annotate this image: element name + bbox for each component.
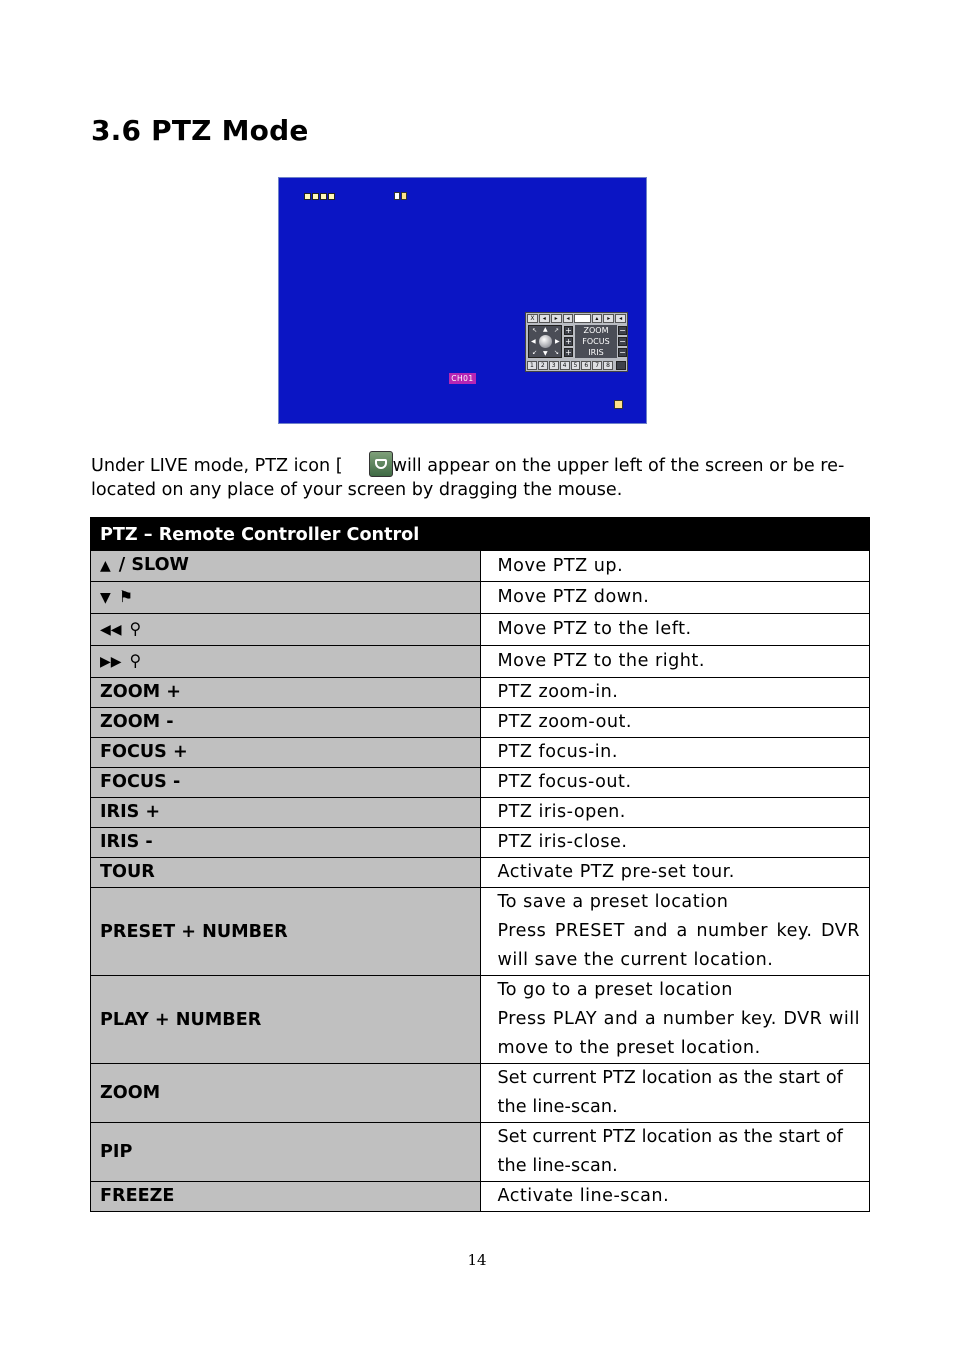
key-description: Activate line-scan. (480, 1182, 870, 1212)
table-row (91, 858, 870, 888)
key-label: IRIS - (91, 828, 481, 858)
key-label: FREEZE (91, 1182, 481, 1212)
table-row (91, 1064, 870, 1123)
key-label: PIP (91, 1123, 481, 1182)
focus-plus-button[interactable]: + (565, 337, 572, 346)
key-description: Move PTZ to the right. (480, 646, 870, 678)
ptz-close-button[interactable]: X (527, 314, 538, 323)
key-label: FOCUS + (91, 738, 481, 768)
arrow-down-left-icon[interactable]: ↙ (532, 349, 538, 356)
key-description (480, 888, 870, 976)
preset-number-button[interactable]: 2 (538, 361, 548, 370)
key-label: PRESET + NUMBER (91, 888, 481, 976)
description-line: Press PLAY and a number key. DVR will move to the preset location. (497, 1009, 860, 1058)
description-line: Press PRESET and a number key. DVR will save the current location. (497, 921, 860, 970)
iris-minus-button[interactable]: − (619, 348, 626, 357)
arrow-left-icon[interactable]: ◀ (531, 338, 536, 345)
key-description (480, 976, 870, 1064)
intro-paragraph (91, 451, 871, 502)
arrow-up-icon[interactable]: ▲ (543, 326, 548, 333)
key-label: ZOOM (91, 1064, 481, 1123)
table-row (91, 888, 870, 976)
key-description: PTZ focus-in. (480, 738, 870, 768)
fast-forward-icon: ▶▶ (100, 654, 122, 670)
key-description: PTZ iris-close. (480, 828, 870, 858)
preset-number-bar (527, 361, 613, 370)
page-number: 14 (467, 1251, 487, 1269)
table-row (91, 708, 870, 738)
key-description: Activate PTZ pre-set tour. (480, 858, 870, 888)
ptz-speed-field[interactable] (574, 314, 590, 323)
table-row (91, 1123, 870, 1182)
preset-number-button[interactable]: 4 (560, 361, 570, 370)
ptz-toolbar-button[interactable]: ◂ (563, 314, 574, 323)
key-label: FOCUS - (91, 768, 481, 798)
focus-label: FOCUS (582, 337, 610, 346)
table-row (91, 1182, 870, 1212)
ptz-toolbar-button[interactable]: ◂ (539, 314, 550, 323)
key-description: PTZ focus-out. (480, 768, 870, 798)
ptz-control-panel[interactable] (525, 312, 628, 372)
ptz-center-ball[interactable] (539, 335, 552, 348)
table-row (91, 768, 870, 798)
ptz-remote-control-table (90, 517, 870, 1212)
intro-text-before: Under LIVE mode, PTZ icon [ (91, 456, 343, 476)
table-row (91, 738, 870, 768)
key-label: PLAY + NUMBER (91, 976, 481, 1064)
arrow-down-icon[interactable]: ▼ (543, 350, 548, 357)
table-row (91, 646, 870, 678)
table-header: PTZ – Remote Controller Control (91, 518, 870, 551)
channel-label: CH01 (449, 373, 476, 384)
key-description: Set current PTZ location as the start of the line-scan. (480, 1064, 870, 1123)
key-label: IRIS + (91, 798, 481, 828)
key-description: PTZ zoom-out. (480, 708, 870, 738)
arrow-up-right-icon[interactable]: ↗ (554, 327, 560, 334)
zoom-minus-button[interactable]: − (619, 326, 626, 335)
key-label: ZOOM + (91, 678, 481, 708)
table-row (91, 678, 870, 708)
key-label: / SLOW (118, 555, 189, 575)
ptz-toolbar-button[interactable]: ▸ (551, 314, 562, 323)
ptz-toolbar-button[interactable]: ▴ (592, 314, 603, 323)
ptz-labels (575, 325, 617, 358)
section-title: 3.6 PTZ Mode (91, 114, 309, 147)
intro-text-after: will appear on the upper left of the screen or be re-located on any place of your screen by dragging the mouse. (91, 456, 845, 500)
audio-status-icon (394, 192, 407, 200)
table-row (91, 798, 870, 828)
arrow-right-icon[interactable]: ▶ (555, 338, 560, 345)
table-row (91, 614, 870, 646)
pin-icon: ⚲ (129, 651, 142, 670)
description-line: To save a preset location (497, 892, 729, 912)
key-description: PTZ iris-open. (480, 798, 870, 828)
preset-number-button[interactable]: 3 (549, 361, 559, 370)
key-label: TOUR (91, 858, 481, 888)
dvr-live-screen-figure (278, 177, 647, 424)
ptz-camera-icon (369, 451, 393, 477)
table-row (91, 551, 870, 582)
iris-label: IRIS (588, 348, 604, 357)
key-label: ZOOM - (91, 708, 481, 738)
hdd-status-icon (304, 193, 335, 200)
preset-number-button[interactable]: 7 (592, 361, 602, 370)
key-description: Move PTZ up. (480, 551, 870, 582)
ptz-toolbar-button[interactable]: ◂ (615, 314, 626, 323)
ptz-mode-icon[interactable] (614, 400, 623, 409)
ptz-toolbar-button[interactable]: ▸ (603, 314, 614, 323)
ptz-direction-pad[interactable] (528, 325, 562, 358)
table-row (91, 828, 870, 858)
ptz-toolbar (527, 314, 626, 323)
table-row (91, 582, 870, 614)
arrow-down-right-icon[interactable]: ↘ (554, 349, 560, 356)
key-description: PTZ zoom-in. (480, 678, 870, 708)
arrow-up-left-icon[interactable]: ↖ (532, 327, 538, 334)
table-row (91, 976, 870, 1064)
description-line: To go to a preset location (497, 980, 733, 1000)
iris-plus-button[interactable]: + (565, 348, 572, 357)
key-description: Move PTZ to the left. (480, 614, 870, 646)
up-arrow-icon: ▲ (100, 558, 111, 574)
pin-icon: ⚲ (129, 619, 142, 638)
flag-icon: ⚑ (118, 587, 134, 606)
zoom-plus-button[interactable]: + (565, 326, 572, 335)
key-description: Set current PTZ location as the start of the line-scan. (480, 1123, 870, 1182)
preset-number-button[interactable]: 5 (571, 361, 581, 370)
focus-minus-button[interactable]: − (619, 337, 626, 346)
rewind-icon: ◀◀ (100, 622, 122, 638)
key-description: Move PTZ down. (480, 582, 870, 614)
preset-number-button[interactable]: 8 (603, 361, 613, 370)
down-arrow-icon: ▼ (100, 590, 111, 606)
preset-number-button[interactable]: 6 (581, 361, 591, 370)
preset-number-button[interactable]: 1 (527, 361, 537, 370)
zoom-label: ZOOM (583, 326, 609, 335)
ptz-minimize-button[interactable] (616, 361, 626, 370)
